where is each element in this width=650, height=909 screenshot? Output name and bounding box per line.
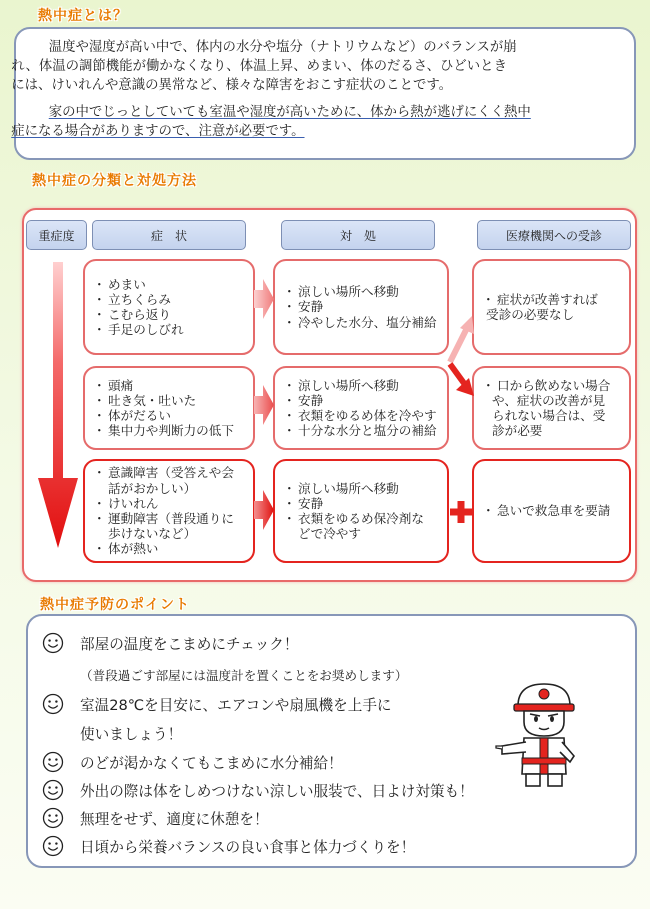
medical-cell-mild [472,259,631,355]
list-item: ・ 体が熱い [97,541,247,556]
smiley-icon [42,693,64,715]
list-item: ・ 十分な水分と塩分の補給 [287,423,441,438]
list-item: ・ 症状が改善すれば [486,292,623,307]
list-item: ・ 冷やした水分、塩分補給 [287,315,441,330]
smiley-icon [42,632,64,654]
smiley-icon [42,751,64,773]
section-title-what-is-heatstroke: 熱中症とは？ [38,8,128,24]
list-item: ・ 急いで救急車を要請 [486,503,623,518]
smiley-icon [42,835,64,857]
list-item: ・ 手足のしびれ [97,322,247,337]
list-item: ・ 涼しい場所へ移動 [287,481,441,496]
list-item: ・ 安静 [287,299,441,314]
list-item: ・ 頭痛 [97,378,247,393]
firefighter-mascot-icon [494,676,590,788]
header-treatment: 対 処 [281,220,435,250]
list-item: ・ 体がだるい [97,408,247,423]
symptoms-cell-moderate [83,366,255,450]
red-cross-icon [450,500,472,524]
header-medical: 医療機関への受診 [477,220,631,250]
severity-arrow-icon [36,260,80,550]
list-item: ・ 衣類をゆるめ体を冷やす [287,408,441,423]
list-item: ・ 涼しい場所へ移動 [287,378,441,393]
text-line: 温度や湿度が高い中で、体内の水分や塩分（ナトリウムなど）のバランスが崩 [48,40,517,55]
list-item: ・ 立ちくらみ [97,292,247,307]
treatment-cell-mild [273,259,449,355]
intro-paragraph-2 [11,103,618,141]
point-text: 室温28℃を目安に、エアコンや扇風機を上手に [80,697,392,714]
point-text: 無理をせず、適度に休憩を！ [80,811,269,828]
list-item: ・ 涼しい場所へ移動 [287,284,441,299]
medical-cell-severe [472,459,631,563]
point-text: 使いましょう！ [80,726,183,743]
arrow-right-icon [254,385,274,425]
intro-paragraph-1 [11,38,618,95]
smiley-icon [42,779,64,801]
list-item: ・ 口から飲めない場合 [486,378,623,393]
point-text: のどが渇かなくてもこまめに水分補給！ [80,755,343,772]
arrow-right-icon [254,279,274,319]
text-line: には、けいれんや意識の異常など、様々な障害をおこす症状のことです。 [11,78,453,93]
list-item: ・ めまい [97,277,247,292]
list-item: ・ 意識障害（受答えや会 [97,465,247,480]
branch-arrows-icon [444,312,478,400]
point-note-text: （普段過ごす部屋には温度計を置くことをお奨めします） [80,668,408,683]
list-item-continued: 歩けないなど） [108,526,197,542]
section-title-prevention: 熱中症予防のポイント [40,597,190,613]
symptoms-cell-severe [83,459,255,563]
point-text: 外出の際は体をしめつけない涼しい服装で、日よけ対策も！ [80,783,474,800]
list-item: ・ 運動障害（普段通りに [97,511,247,526]
treatment-cell-severe [273,459,449,563]
point-text: 部屋の温度をこまめにチェック！ [80,636,299,653]
text-line: 家の中でじっとしていても室温や湿度が高いために、体から熱が逃げにくく熱中 [48,105,531,120]
header-symptoms: 症 状 [92,220,246,250]
medical-cell-moderate [472,366,631,450]
list-item-continued: どで冷やす [298,526,361,542]
smiley-icon [42,807,64,829]
list-item: ・ けいれん [97,496,247,511]
text-line: れ、体温の調節機能が働かなくなり、体温上昇、めまい、体のだるさ、ひどいとき [11,59,507,74]
list-item: ・ こむら返り [97,307,247,322]
point-text: 日頃から栄養バランスの良い食事と体力づくりを！ [80,839,416,856]
list-item: ・ 集中力や判断力の低下 [97,423,247,438]
list-item: ・ 安静 [287,496,441,511]
list-item-continued: 受診の必要なし [486,307,575,322]
list-item-continued: 話がおかしい） [108,480,197,496]
list-item-continued: や、症状の改善が見 [492,392,606,408]
intro-box [11,27,636,160]
list-item: ・ 衣類をゆるめ保冷剤な [287,511,441,526]
text-line: 症になる場合がありますので、注意が必要です。 [11,124,305,139]
arrow-right-icon [254,490,274,530]
list-item: ・ 安静 [287,393,441,408]
treatment-cell-moderate [273,366,449,450]
symptoms-cell-mild [83,259,255,355]
list-item-continued: 診が必要 [492,423,543,439]
section-title-classification: 熱中症の分類と対処方法 [32,173,197,189]
list-item: ・ 吐き気・吐いた [97,393,247,408]
list-item-continued: られない場合は、受 [492,408,606,423]
header-severity: 重症度 [26,220,87,250]
